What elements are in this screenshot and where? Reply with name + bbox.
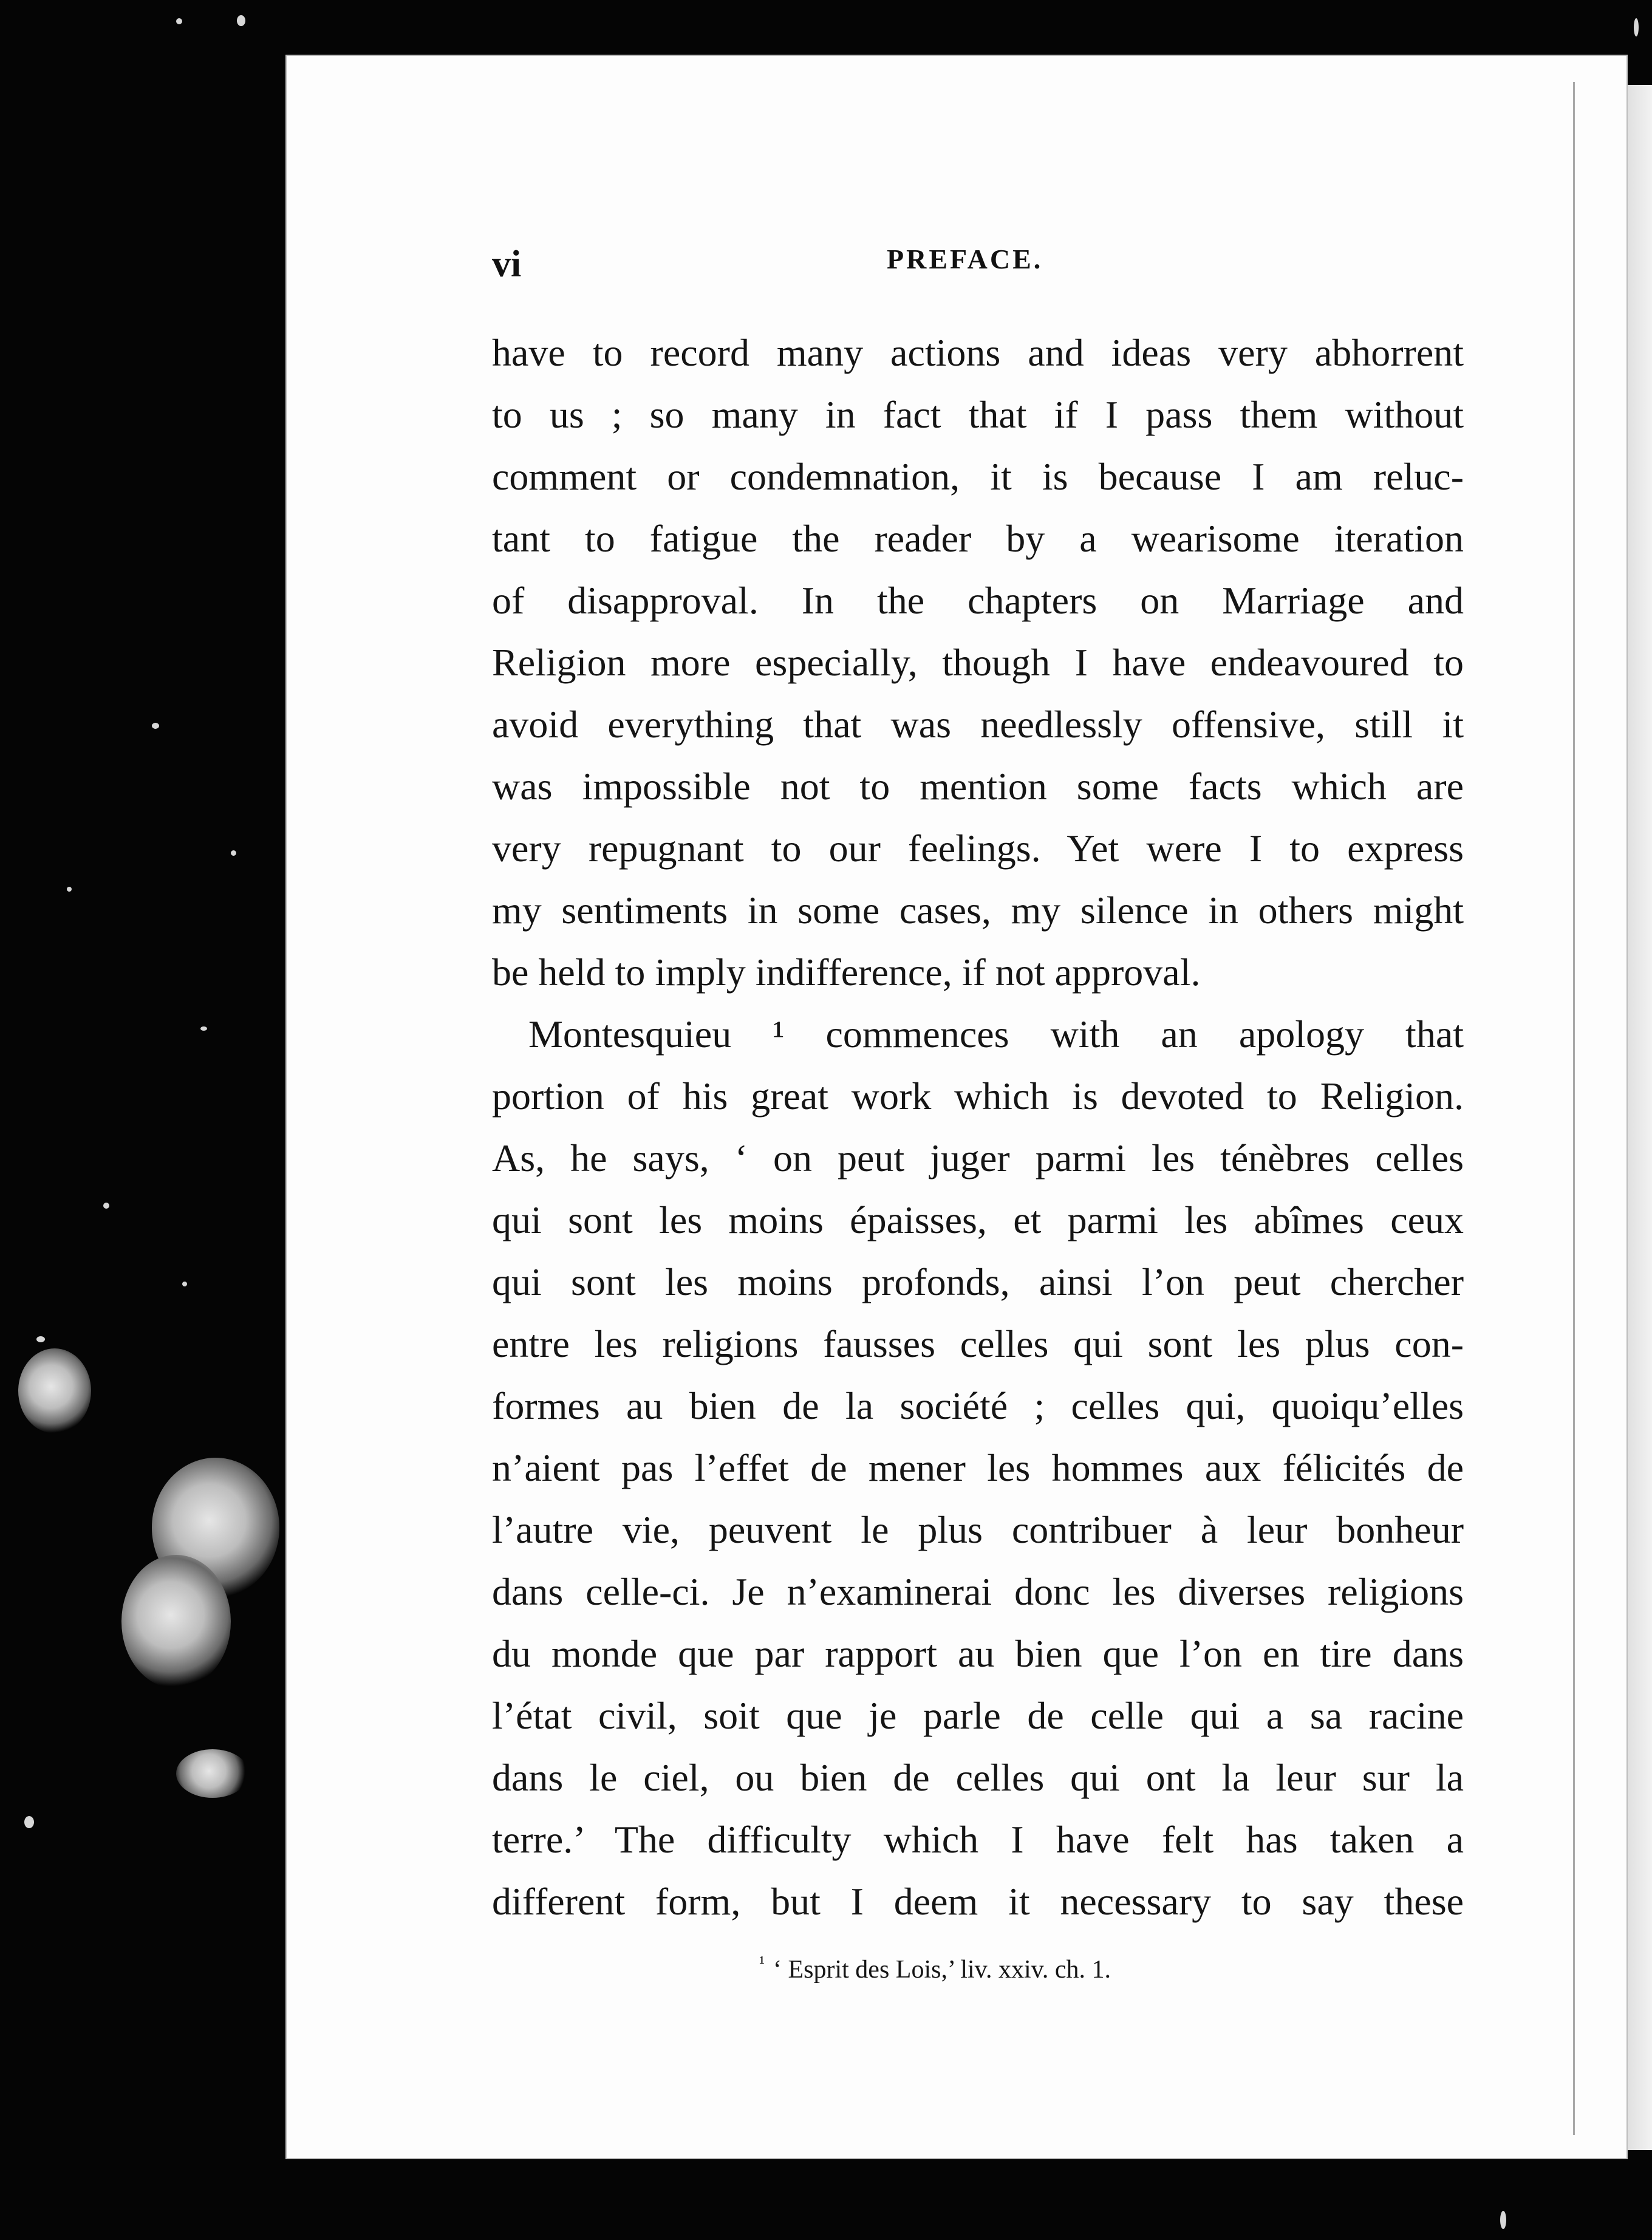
dust-speck	[24, 1816, 34, 1828]
scan-blotch	[121, 1555, 231, 1689]
text-line: comment or condemnation, it is because I am reluc-	[492, 455, 1464, 498]
text-line: have to record many actions and ideas very abhorrent	[492, 331, 1464, 374]
dust-speck	[103, 1203, 109, 1209]
dust-speck	[36, 1336, 45, 1342]
dust-speck	[67, 887, 72, 892]
dust-speck	[237, 15, 245, 26]
text-line: formes au bien de la société ; celles qui, quoiqu’elles	[492, 1384, 1464, 1427]
text-line: my sentiments in some cases, my silence in others might	[492, 889, 1464, 932]
text-line: l’autre vie, peuvent le plus contribuer à leur bonheur	[492, 1508, 1464, 1551]
dust-speck	[1634, 18, 1639, 36]
text-line: Religion more especially, though I have endeavoured to	[492, 641, 1464, 684]
text-line: n’aient pas l’effet de mener les hommes aux félicités de	[492, 1446, 1464, 1489]
dust-speck	[231, 850, 236, 856]
dust-speck	[200, 1026, 207, 1031]
scan-blotch	[176, 1749, 249, 1798]
body-text	[492, 322, 1464, 1933]
dust-speck	[1500, 2211, 1506, 2229]
text-line: Montesquieu ¹ commences with an apology that	[528, 1012, 1464, 1056]
dust-speck	[176, 18, 182, 24]
text-line: qui sont les moins profonds, ainsi l’on peut chercher	[492, 1260, 1464, 1303]
text-line: portion of his great work which is devoted to Religion.	[492, 1074, 1464, 1118]
footnote-marker: ¹	[759, 1953, 765, 1973]
text-line: tant to fatigue the reader by a wearisome iteration	[492, 517, 1464, 560]
text-line: qui sont les moins épaisses, et parmi les abîmes ceux	[492, 1198, 1464, 1241]
text-line: be held to imply indifference, if not approval.	[492, 951, 1201, 994]
footnote-text: ‘ Esprit des Lois,’ liv. xxiv. ch. 1.	[773, 1956, 1111, 1984]
text-line: avoid everything that was needlessly offensive, still it	[492, 703, 1464, 746]
text-line: entre les religions fausses celles qui sont les plus con-	[492, 1322, 1464, 1365]
text-line: l’état civil, soit que je parle de celle qui a sa racine	[492, 1694, 1464, 1737]
text-line: very repugnant to our feelings. Yet were I to express	[492, 827, 1464, 870]
text-line: As, he says, ‘ on peut juger parmi les ténèbres celles	[492, 1136, 1464, 1180]
running-head: PREFACE.	[887, 244, 1043, 275]
text-line: was impossible not to mention some facts which are	[492, 765, 1464, 808]
text-line: du monde que par rapport au bien que l’on en tire dans	[492, 1632, 1464, 1675]
text-line: terre.’ The difficulty which I have felt has taken a	[492, 1818, 1464, 1861]
text-line: of disapproval. In the chapters on Marriage and	[492, 579, 1464, 622]
page-gutter-line	[1573, 82, 1575, 2135]
text-line: to us ; so many in fact that if I pass them without	[492, 393, 1464, 436]
scan-blotch	[18, 1348, 91, 1433]
text-line: different form, but I deem it necessary to say these	[492, 1880, 1464, 1923]
text-line: dans le ciel, ou bien de celles qui ont la leur sur la	[492, 1756, 1464, 1799]
text-line: dans celle-ci. Je n’examinerai donc les diverses religions	[492, 1570, 1464, 1613]
footnote	[759, 1953, 1111, 1984]
dust-speck	[152, 723, 159, 729]
dust-speck	[182, 1282, 187, 1286]
page-number: vi	[492, 244, 522, 285]
